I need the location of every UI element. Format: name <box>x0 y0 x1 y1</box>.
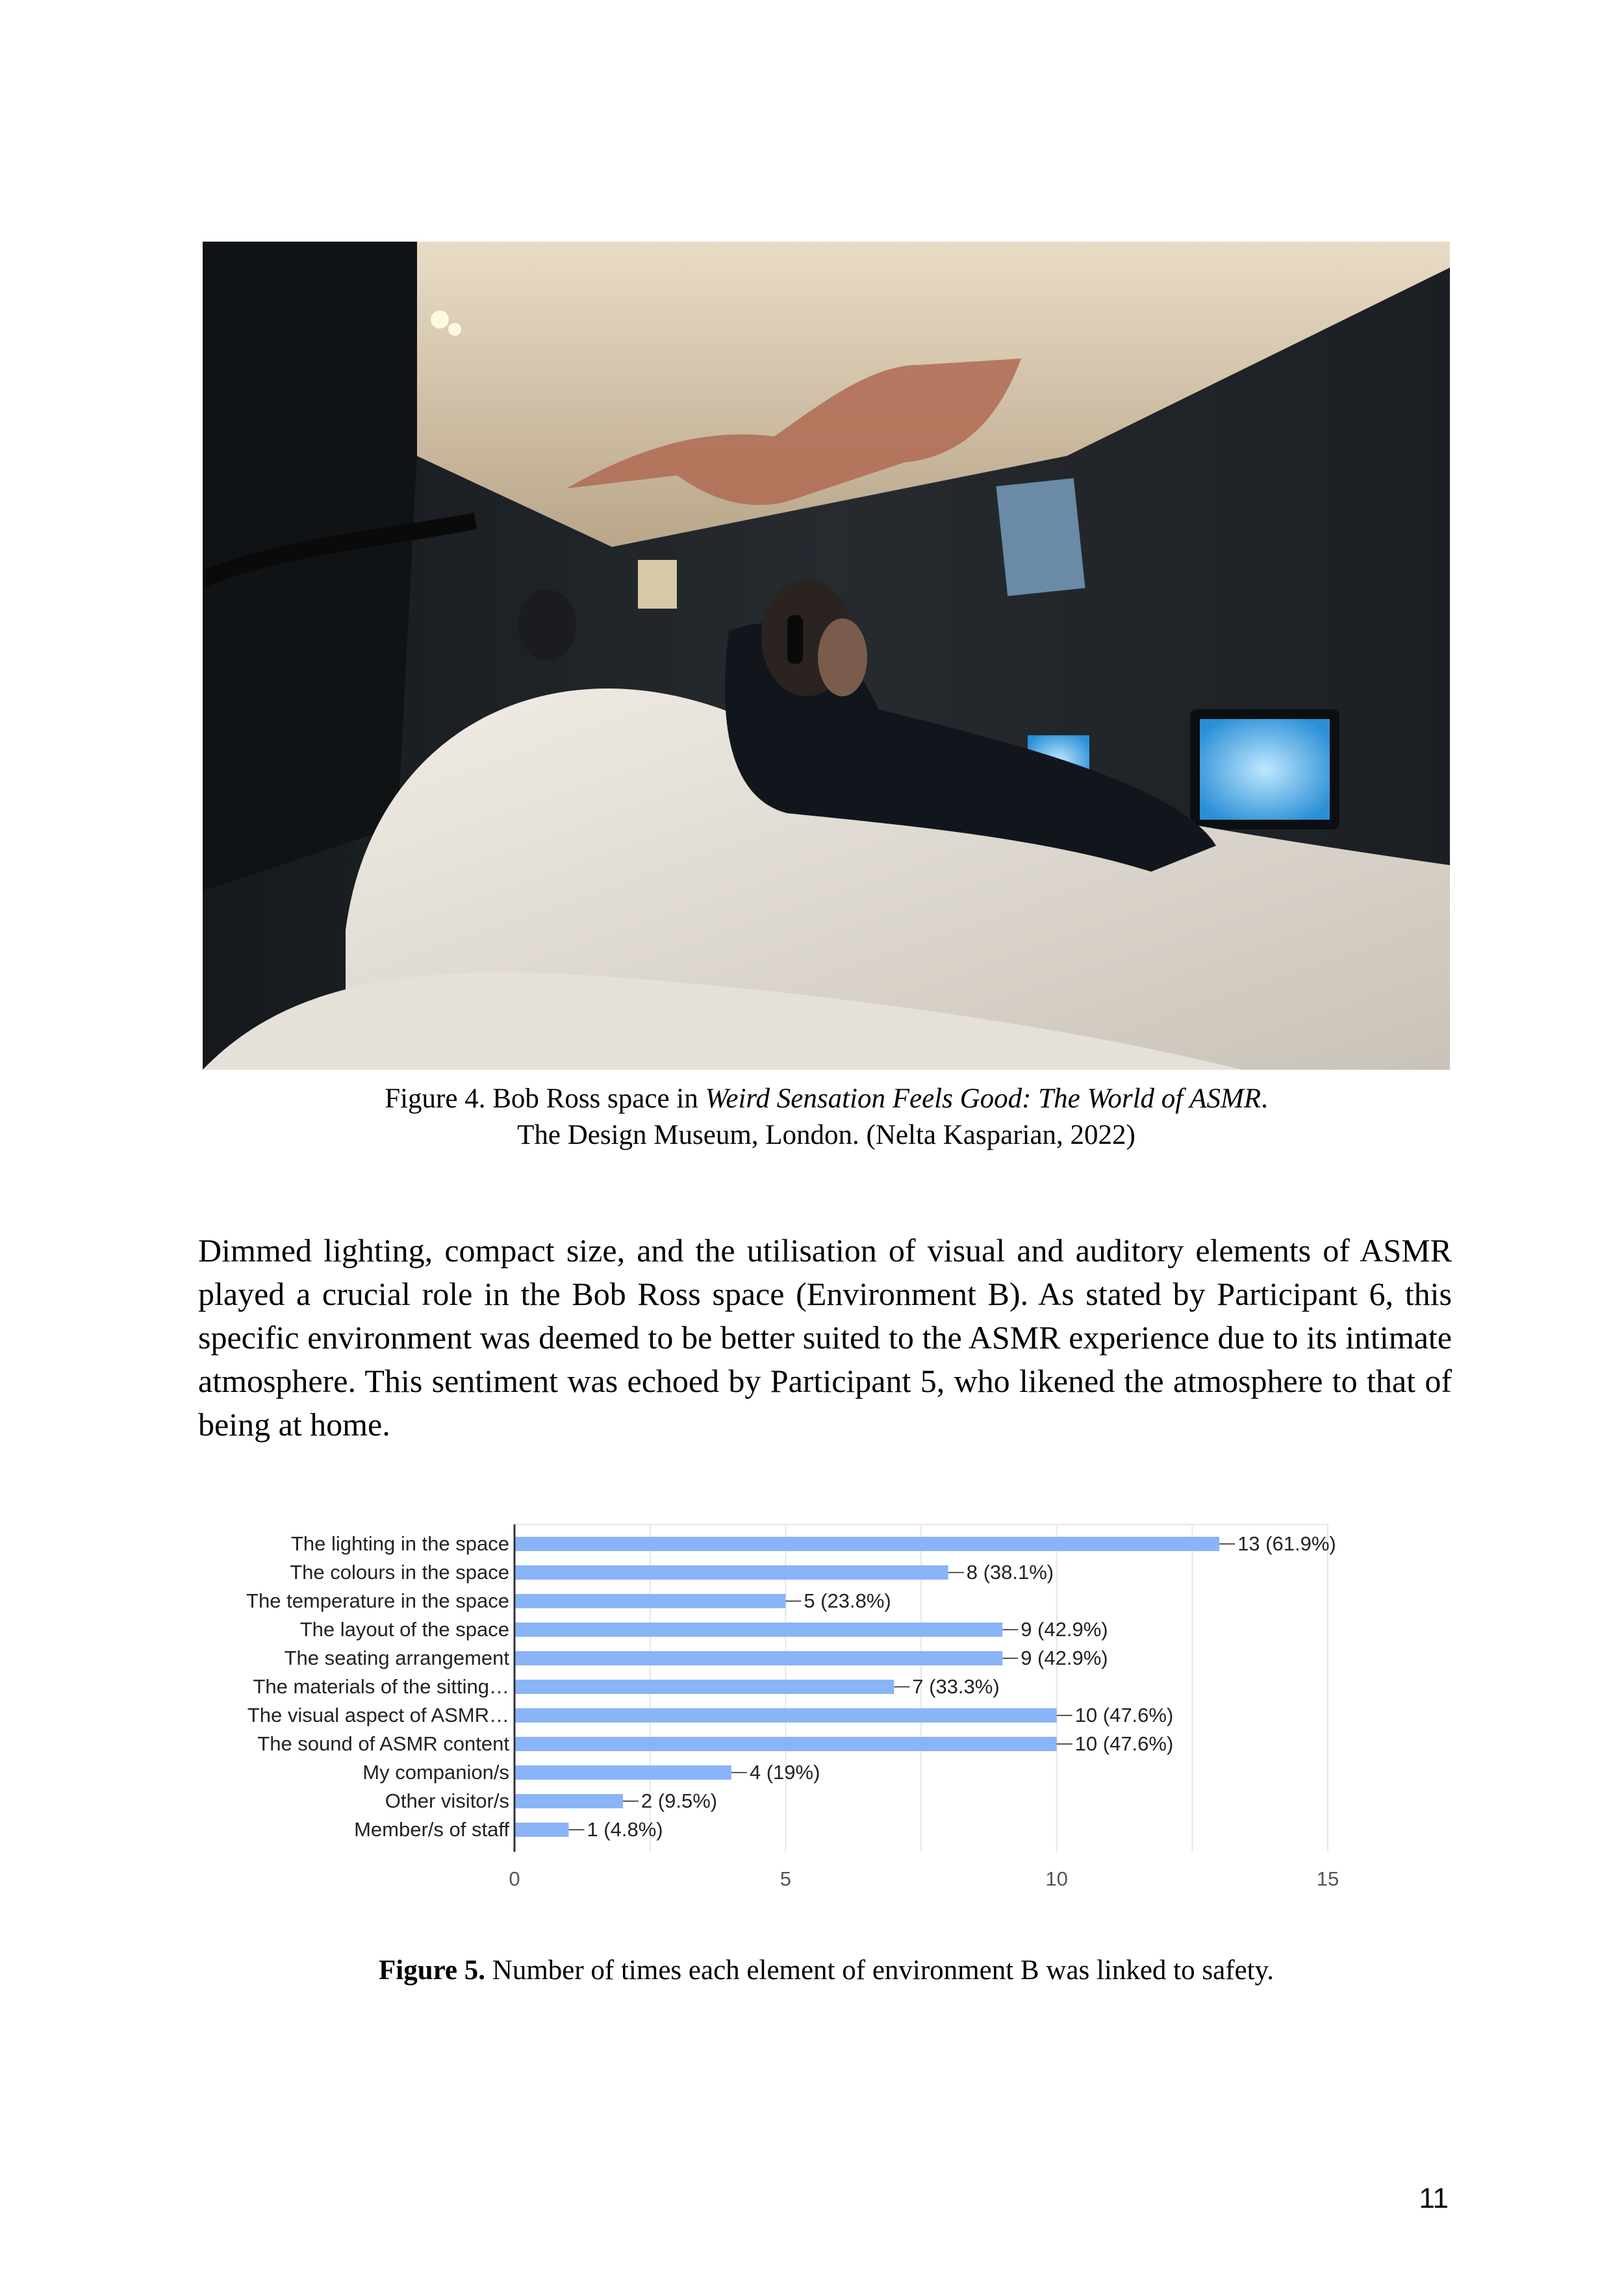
bar <box>514 1823 568 1837</box>
figure-4-caption-line2: The Design Museum, London. (Nelta Kasparian, 2022) <box>517 1120 1136 1150</box>
category-label: The temperature in the space <box>246 1589 509 1612</box>
data-label: 5 (23.8%) <box>804 1589 891 1612</box>
data-label: 13 (61.9%) <box>1237 1532 1336 1555</box>
figure-4-caption <box>203 1081 1450 1154</box>
x-tick-label: 15 <box>1316 1867 1339 1890</box>
data-label: 1 (4.8%) <box>587 1818 663 1841</box>
data-label: 7 (33.3%) <box>912 1675 1000 1698</box>
category-label: The sound of ASMR content <box>257 1732 509 1755</box>
category-label: The seating arrangement <box>284 1647 509 1669</box>
figure-5-label: Figure 5. <box>378 1955 486 1986</box>
figure-5-caption <box>203 1952 1450 1989</box>
category-label: The materials of the sitting… <box>253 1675 509 1698</box>
category-label: The colours in the space <box>290 1561 509 1584</box>
bob-ross-space-photo <box>203 242 1450 1070</box>
bar <box>514 1623 1002 1637</box>
data-label: 2 (9.5%) <box>641 1789 718 1812</box>
bar <box>514 1765 731 1780</box>
exhibition-title: Weird Sensation Feels Good: The World of ASMR <box>705 1083 1262 1114</box>
figure-4-caption-line1 <box>203 1081 1450 1117</box>
category-label: The visual aspect of ASMR… <box>247 1704 509 1726</box>
page-number: 11 <box>1419 2182 1449 2214</box>
bar <box>514 1651 1002 1665</box>
body-paragraph: Dimmed lighting, compact size, and the utilisation of visual and auditory elements of ASMR played a crucial role in the Bob Ross space (Environment B). As stated by Participant 6, this specific environment was deemed to be better suited to the ASMR experience due to its intimate atmosphere. This sentiment was echoed by Participant 5, who likened the atmosphere to that of being at home. <box>198 1232 1452 1443</box>
data-label: 10 (47.6%) <box>1074 1732 1174 1755</box>
x-tick-label: 0 <box>509 1867 520 1890</box>
category-label: The layout of the space <box>299 1618 509 1641</box>
data-label: 8 (38.1%) <box>966 1561 1054 1584</box>
bar <box>514 1565 948 1580</box>
category-label: The lighting in the space <box>290 1532 509 1555</box>
category-label: My companion/s <box>362 1761 509 1784</box>
bar <box>514 1594 785 1608</box>
category-label: Member/s of staff <box>354 1818 509 1841</box>
data-label: 9 (42.9%) <box>1021 1647 1108 1669</box>
x-tick-label: 5 <box>780 1867 791 1890</box>
bar <box>514 1737 1057 1751</box>
figure-4-caption-prefix: Figure 4. Bob Ross space in <box>385 1083 705 1114</box>
figure-4-caption-suffix: . <box>1261 1083 1268 1114</box>
data-label: 10 (47.6%) <box>1074 1704 1174 1726</box>
data-label: 4 (19%) <box>749 1761 820 1784</box>
category-label: Other visitor/s <box>385 1789 509 1812</box>
bar <box>514 1537 1219 1551</box>
bar <box>514 1680 894 1694</box>
data-label: 9 (42.9%) <box>1021 1618 1108 1641</box>
figure-4-photo <box>203 242 1450 1070</box>
x-tick-label: 10 <box>1045 1867 1068 1890</box>
bar-chart <box>195 1517 1377 1900</box>
bar <box>514 1794 623 1808</box>
figure-5-caption-text: Number of times each element of environment B was linked to safety. <box>485 1955 1275 1986</box>
bar <box>514 1708 1057 1723</box>
figure-5-chart <box>195 1517 1377 1900</box>
